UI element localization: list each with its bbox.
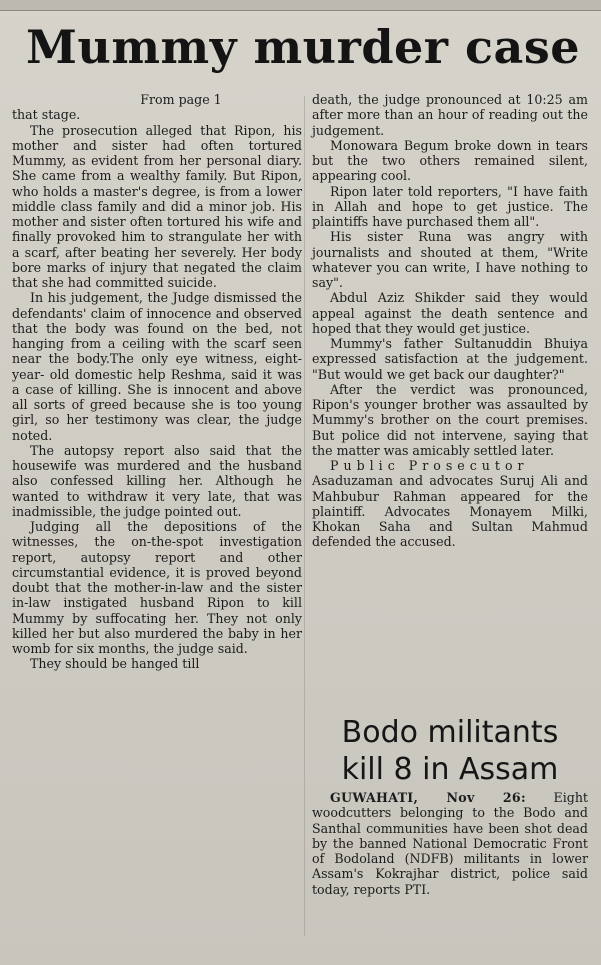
paragraph: Monowara Begum broke down in tears but the two others remained silent, appearing cool. [312,137,588,184]
paragraph: They should be hanged till [30,656,200,672]
continued-from-label: From page 1 [140,92,222,107]
paragraph: After the verdict was pronounced, Ripon's younger brother was assaulted by Mummy's brother on the court premises. But police did not intervene, saying that the matter was amicably settled later. [312,381,588,458]
second-article-text: Eight woodcutters belonging to the Bodo and Santhal communities have been shot dead by the banned National Democratic Front of Bodoland (NDFB) militants in lower Assam's Kokrajhar district, police said today, reports PTI. [312,790,588,897]
paragraph: Asaduzaman and advocates Suruj Ali and Mahbubur Rahman appeared for the plaintiff. Advocates Monayem Milki, Khokan Saha and Sultan Mahmud defended the accused. [312,473,588,550]
paragraph: In his judgement, the Judge dismissed the defendants' claim of innocence and observed that the body was found on the bed, not hanging from a ceiling with the scarf seen near the body.The only eye witness, eight-year- old domestic help Reshma, said it was a case of killing. She is innocent and above all sorts of greed because she is too young girl, so her testimony was clear, the judge noted. [12,290,302,443]
paragraph: The autopsy report also said that the housewife was murdered and the husband also confessed killing her. Although he wanted to withdraw it very late, that was inadmissible, the judge pointed out. [12,442,302,519]
dateline: GUWAHATI, Nov 26: [330,790,526,805]
second-headline [312,714,588,788]
paragraph: His sister Runa was angry with journalists and shouted at them, "Write whatever you can write, I have nothing to say". [312,229,588,290]
top-border [0,0,601,11]
second-headline-line: kill 8 in Assam [341,752,559,787]
article-column-right [312,92,588,550]
paragraph: that stage. [12,107,81,123]
article-column-left [12,92,302,672]
prosecutor-label: Public Prosecutor [330,458,529,473]
paragraph: death, the judge pronounced at 10:25 am after more than an hour of reading out the judgement. [312,92,588,138]
paragraph: Judging all the depositions of the witnesses, the on-the-spot investigation report, autopsy report and other circumstantial evidence, it is proved beyond doubt that the mother-in-law and the sister in-law instigated husband Ripon to kill Mummy by suffocating her. They not only killed her but also murdered the baby in her womb for six months, the judge said. [12,519,302,656]
column-divider [304,96,305,936]
headline: Mummy murder case [26,20,580,74]
second-headline-line: Bodo militants [341,715,559,750]
paragraph: Abdul Aziz Shikder said they would appeal against the death sentence and hoped that they would get justice. [312,290,588,336]
paragraph: Mummy's father Sultanuddin Bhuiya expressed satisfaction at the judgement. "But would we get back our daughter?" [312,336,588,382]
paragraph: The prosecution alleged that Ripon, his mother and sister had often tortured Mummy, as evident from her personal diary. She came from a wealthy family. But Ripon, who holds a master's degree, is from a lower middle class family and did a minor job. His mother and sister often tortured his wife and finally provoked him to strangulate her with a scarf, after beating her severely. Her body bore marks of injury that negated the claim that she had committed suicide. [12,122,302,290]
second-article-body [312,790,588,897]
paragraph: Ripon later told reporters, "I have faith in Allah and hope to get justice. The plaintiffs have purchased them all". [312,183,588,229]
